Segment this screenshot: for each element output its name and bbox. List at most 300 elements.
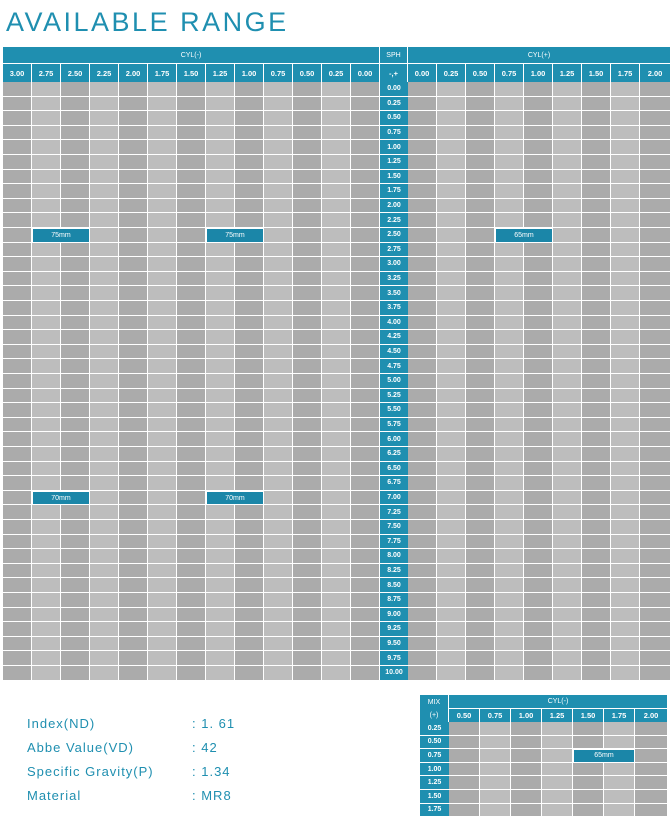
grid-cell — [480, 749, 511, 763]
grid-cell — [640, 462, 671, 477]
grid-cell — [611, 111, 640, 126]
grid-cell — [293, 213, 322, 228]
grid-cell — [351, 549, 380, 564]
grid-cell — [293, 126, 322, 141]
grid-cell — [206, 301, 235, 316]
grid-cell — [553, 345, 582, 360]
mix-col-header: 0.50 — [449, 709, 480, 722]
grid-cell — [293, 651, 322, 666]
grid-cell — [466, 359, 495, 374]
grid-cell — [480, 804, 511, 818]
grid-cell — [90, 316, 119, 331]
grid-cell — [90, 505, 119, 520]
grid-cell — [206, 359, 235, 374]
grid-cell — [61, 97, 90, 112]
grid-cell — [582, 111, 611, 126]
grid-cell — [322, 505, 351, 520]
grid-cell — [119, 345, 148, 360]
grid-cell — [322, 257, 351, 272]
grid-cell — [351, 651, 380, 666]
grid-cell — [264, 301, 293, 316]
cyl-plus-header: CYL(+) — [408, 47, 671, 64]
mix-row-label: 1.25 — [420, 776, 449, 790]
grid-cell — [408, 403, 437, 418]
grid-cell — [119, 491, 148, 506]
grid-cell — [235, 330, 264, 345]
grid-cell — [206, 535, 235, 550]
grid-cell — [553, 491, 582, 506]
grid-cell — [32, 140, 61, 155]
grid-cell — [524, 82, 553, 97]
grid-cell — [640, 593, 671, 608]
cyl-plus-col-header: 1.50 — [582, 64, 611, 82]
grid-cell — [90, 578, 119, 593]
grid-cell — [524, 462, 553, 477]
grid-cell — [322, 564, 351, 579]
grid-cell — [542, 749, 573, 763]
grid-cell — [3, 257, 32, 272]
grid-cell — [553, 432, 582, 447]
grid-cell — [351, 155, 380, 170]
grid-cell — [235, 359, 264, 374]
grid-cell — [495, 301, 524, 316]
grid-cell — [640, 666, 671, 681]
grid-cell — [3, 316, 32, 331]
grid-cell — [553, 520, 582, 535]
grid-cell — [351, 637, 380, 652]
grid-cell — [148, 535, 177, 550]
sph-row-label: 2.00 — [380, 199, 408, 214]
grid-cell — [235, 637, 264, 652]
grid-cell — [611, 374, 640, 389]
grid-cell — [148, 213, 177, 228]
grid-cell — [177, 155, 206, 170]
sph-row-label: 5.25 — [380, 389, 408, 404]
grid-cell — [235, 316, 264, 331]
grid-cell — [177, 316, 206, 331]
grid-cell — [437, 432, 466, 447]
grid-cell — [293, 257, 322, 272]
grid-cell — [582, 622, 611, 637]
grid-cell — [582, 155, 611, 170]
grid-cell — [582, 170, 611, 185]
grid-cell — [119, 389, 148, 404]
grid-cell — [322, 666, 351, 681]
grid-cell — [524, 301, 553, 316]
grid-cell — [437, 389, 466, 404]
grid-cell — [61, 359, 90, 374]
grid-cell — [640, 622, 671, 637]
grid-cell — [264, 257, 293, 272]
grid-cell — [437, 608, 466, 623]
page-title: AVAILABLE RANGE — [6, 7, 289, 37]
grid-cell — [32, 272, 61, 287]
grid-cell — [206, 155, 235, 170]
grid-cell — [148, 199, 177, 214]
grid-cell — [408, 213, 437, 228]
grid-cell — [32, 637, 61, 652]
grid-cell — [293, 272, 322, 287]
grid-cell — [582, 418, 611, 433]
grid-cell — [322, 462, 351, 477]
sph-row-label: 9.25 — [380, 622, 408, 637]
grid-cell — [90, 403, 119, 418]
grid-cell — [32, 199, 61, 214]
grid-cell — [573, 804, 604, 818]
grid-cell — [635, 804, 668, 818]
grid-cell — [640, 126, 671, 141]
grid-cell — [582, 257, 611, 272]
grid-cell — [264, 578, 293, 593]
grid-cell — [553, 578, 582, 593]
grid-cell — [553, 447, 582, 462]
grid-cell — [293, 447, 322, 462]
grid-cell — [322, 432, 351, 447]
grid-cell — [408, 432, 437, 447]
grid-cell — [61, 199, 90, 214]
grid-cell — [90, 608, 119, 623]
sph-row-label: 0.50 — [380, 111, 408, 126]
grid-cell — [90, 593, 119, 608]
grid-cell — [524, 564, 553, 579]
grid-cell — [90, 389, 119, 404]
grid-cell — [495, 184, 524, 199]
grid-cell — [495, 330, 524, 345]
grid-cell — [495, 170, 524, 185]
grid-cell — [90, 111, 119, 126]
grid-cell — [437, 228, 466, 243]
mix-row-label: 0.25 — [420, 722, 449, 736]
grid-cell — [408, 491, 437, 506]
grid-cell — [408, 272, 437, 287]
grid-cell — [61, 374, 90, 389]
grid-cell — [235, 447, 264, 462]
grid-cell — [148, 330, 177, 345]
grid-cell — [148, 418, 177, 433]
grid-cell — [582, 403, 611, 418]
grid-cell — [449, 776, 480, 790]
grid-cell — [582, 666, 611, 681]
grid-cell — [553, 286, 582, 301]
grid-cell — [235, 213, 264, 228]
grid-cell — [293, 403, 322, 418]
grid-cell — [206, 637, 235, 652]
grid-cell — [524, 403, 553, 418]
grid-cell — [322, 243, 351, 258]
grid-cell — [437, 155, 466, 170]
grid-cell — [351, 564, 380, 579]
grid-cell — [3, 213, 32, 228]
grid-cell — [480, 736, 511, 750]
grid-cell — [148, 155, 177, 170]
grid-cell — [3, 432, 32, 447]
grid-cell — [235, 140, 264, 155]
grid-cell — [148, 345, 177, 360]
grid-cell — [466, 374, 495, 389]
size-badge: 65mm — [495, 228, 553, 243]
grid-cell — [640, 491, 671, 506]
grid-cell — [524, 608, 553, 623]
grid-cell — [437, 520, 466, 535]
sph-row-label: 1.00 — [380, 140, 408, 155]
grid-cell — [119, 432, 148, 447]
grid-cell — [351, 97, 380, 112]
grid-cell — [264, 184, 293, 199]
grid-cell — [90, 228, 119, 243]
grid-cell — [524, 345, 553, 360]
grid-cell — [61, 301, 90, 316]
grid-cell — [90, 622, 119, 637]
grid-cell — [553, 82, 582, 97]
grid-cell — [90, 520, 119, 535]
grid-cell — [148, 651, 177, 666]
grid-cell — [553, 637, 582, 652]
grid-cell — [177, 403, 206, 418]
grid-cell — [611, 578, 640, 593]
grid-cell — [177, 476, 206, 491]
grid-cell — [32, 111, 61, 126]
grid-cell — [466, 418, 495, 433]
grid-cell — [408, 82, 437, 97]
grid-cell — [611, 257, 640, 272]
grid-cell — [408, 345, 437, 360]
grid-cell — [466, 330, 495, 345]
grid-cell — [495, 155, 524, 170]
grid-cell — [437, 491, 466, 506]
grid-cell — [351, 403, 380, 418]
grid-cell — [553, 228, 582, 243]
grid-cell — [61, 593, 90, 608]
grid-cell — [573, 763, 604, 777]
sph-row-label: 8.00 — [380, 549, 408, 564]
grid-cell — [264, 199, 293, 214]
grid-cell — [553, 374, 582, 389]
grid-cell — [177, 608, 206, 623]
grid-cell — [437, 666, 466, 681]
grid-cell — [293, 374, 322, 389]
grid-cell — [119, 462, 148, 477]
grid-cell — [177, 345, 206, 360]
sph-row-label: 3.50 — [380, 286, 408, 301]
mix-row-label: 0.50 — [420, 736, 449, 750]
grid-cell — [3, 651, 32, 666]
grid-cell — [119, 403, 148, 418]
grid-cell — [206, 213, 235, 228]
spec-material — [27, 788, 232, 803]
grid-cell — [495, 316, 524, 331]
grid-cell — [32, 549, 61, 564]
grid-cell — [264, 243, 293, 258]
grid-cell — [437, 330, 466, 345]
grid-cell — [437, 578, 466, 593]
grid-cell — [553, 564, 582, 579]
grid-cell — [635, 790, 668, 804]
mix-row-label: 1.75 — [420, 804, 449, 818]
grid-cell — [582, 345, 611, 360]
sph-row-label: 8.50 — [380, 578, 408, 593]
grid-cell — [90, 549, 119, 564]
grid-cell — [449, 722, 480, 736]
grid-cell — [351, 126, 380, 141]
grid-cell — [3, 389, 32, 404]
grid-cell — [466, 403, 495, 418]
grid-cell — [408, 301, 437, 316]
grid-cell — [90, 535, 119, 550]
grid-cell — [293, 578, 322, 593]
grid-cell — [437, 622, 466, 637]
grid-cell — [3, 228, 32, 243]
grid-cell — [235, 476, 264, 491]
grid-cell — [495, 593, 524, 608]
size-badge: 75mm — [32, 228, 90, 243]
available-range-table — [3, 47, 668, 683]
grid-cell — [351, 418, 380, 433]
grid-cell — [119, 374, 148, 389]
grid-cell — [466, 535, 495, 550]
grid-cell — [495, 447, 524, 462]
grid-cell — [90, 476, 119, 491]
grid-cell — [177, 301, 206, 316]
grid-cell — [611, 199, 640, 214]
grid-cell — [322, 535, 351, 550]
grid-cell — [611, 418, 640, 433]
grid-cell — [495, 578, 524, 593]
grid-cell — [264, 359, 293, 374]
mix-col-header: 1.25 — [542, 709, 573, 722]
grid-cell — [524, 126, 553, 141]
grid-cell — [3, 666, 32, 681]
grid-cell — [351, 622, 380, 637]
grid-cell — [293, 622, 322, 637]
grid-cell — [61, 272, 90, 287]
grid-cell — [640, 578, 671, 593]
grid-cell — [604, 790, 635, 804]
grid-cell — [32, 418, 61, 433]
grid-cell — [119, 666, 148, 681]
grid-cell — [611, 170, 640, 185]
grid-cell — [206, 432, 235, 447]
grid-cell — [437, 301, 466, 316]
grid-cell — [119, 199, 148, 214]
grid-cell — [322, 651, 351, 666]
grid-cell — [3, 564, 32, 579]
grid-cell — [235, 301, 264, 316]
grid-cell — [466, 345, 495, 360]
grid-cell — [148, 228, 177, 243]
grid-cell — [322, 476, 351, 491]
sph-row-label: 9.50 — [380, 637, 408, 652]
cyl-plus-col-header: 0.25 — [437, 64, 466, 82]
grid-cell — [437, 213, 466, 228]
grid-cell — [177, 374, 206, 389]
grid-cell — [495, 213, 524, 228]
grid-cell — [553, 476, 582, 491]
grid-cell — [640, 608, 671, 623]
grid-cell — [177, 199, 206, 214]
grid-cell — [293, 97, 322, 112]
grid-cell — [148, 564, 177, 579]
sph-row-label: 4.75 — [380, 359, 408, 374]
grid-cell — [32, 359, 61, 374]
grid-cell — [177, 418, 206, 433]
sph-row-label: 0.00 — [380, 82, 408, 97]
grid-cell — [32, 666, 61, 681]
grid-cell — [148, 286, 177, 301]
grid-cell — [264, 666, 293, 681]
grid-cell — [635, 763, 668, 777]
grid-cell — [322, 272, 351, 287]
grid-cell — [90, 462, 119, 477]
grid-cell — [582, 228, 611, 243]
grid-cell — [119, 316, 148, 331]
grid-cell — [322, 549, 351, 564]
sph-row-label: 8.75 — [380, 593, 408, 608]
grid-cell — [611, 140, 640, 155]
grid-cell — [582, 447, 611, 462]
grid-cell — [542, 736, 573, 750]
grid-cell — [32, 213, 61, 228]
grid-cell — [351, 593, 380, 608]
grid-cell — [61, 403, 90, 418]
grid-cell — [495, 140, 524, 155]
spec-value: : 42 — [192, 740, 218, 755]
grid-cell — [177, 651, 206, 666]
grid-cell — [235, 345, 264, 360]
grid-cell — [119, 549, 148, 564]
grid-cell — [206, 330, 235, 345]
grid-cell — [148, 184, 177, 199]
grid-cell — [3, 491, 32, 506]
grid-cell — [524, 199, 553, 214]
grid-cell — [466, 272, 495, 287]
grid-cell — [553, 155, 582, 170]
grid-cell — [611, 637, 640, 652]
grid-cell — [582, 126, 611, 141]
grid-cell — [495, 403, 524, 418]
sph-row-label: 1.25 — [380, 155, 408, 170]
grid-cell — [177, 228, 206, 243]
grid-cell — [351, 608, 380, 623]
grid-cell — [495, 608, 524, 623]
grid-cell — [32, 257, 61, 272]
grid-cell — [480, 790, 511, 804]
grid-cell — [542, 722, 573, 736]
grid-cell — [351, 447, 380, 462]
grid-cell — [119, 535, 148, 550]
grid-cell — [553, 608, 582, 623]
grid-cell — [61, 316, 90, 331]
grid-cell — [553, 272, 582, 287]
grid-cell — [3, 374, 32, 389]
grid-cell — [322, 155, 351, 170]
grid-cell — [582, 243, 611, 258]
grid-cell — [524, 476, 553, 491]
grid-cell — [32, 97, 61, 112]
grid-cell — [235, 608, 264, 623]
grid-cell — [235, 432, 264, 447]
grid-cell — [293, 199, 322, 214]
grid-cell — [177, 564, 206, 579]
grid-cell — [553, 213, 582, 228]
cyl-plus-col-header: 0.75 — [495, 64, 524, 82]
grid-cell — [177, 432, 206, 447]
grid-cell — [553, 126, 582, 141]
grid-cell — [61, 549, 90, 564]
grid-cell — [480, 722, 511, 736]
grid-cell — [640, 374, 671, 389]
grid-cell — [293, 155, 322, 170]
grid-cell — [466, 316, 495, 331]
